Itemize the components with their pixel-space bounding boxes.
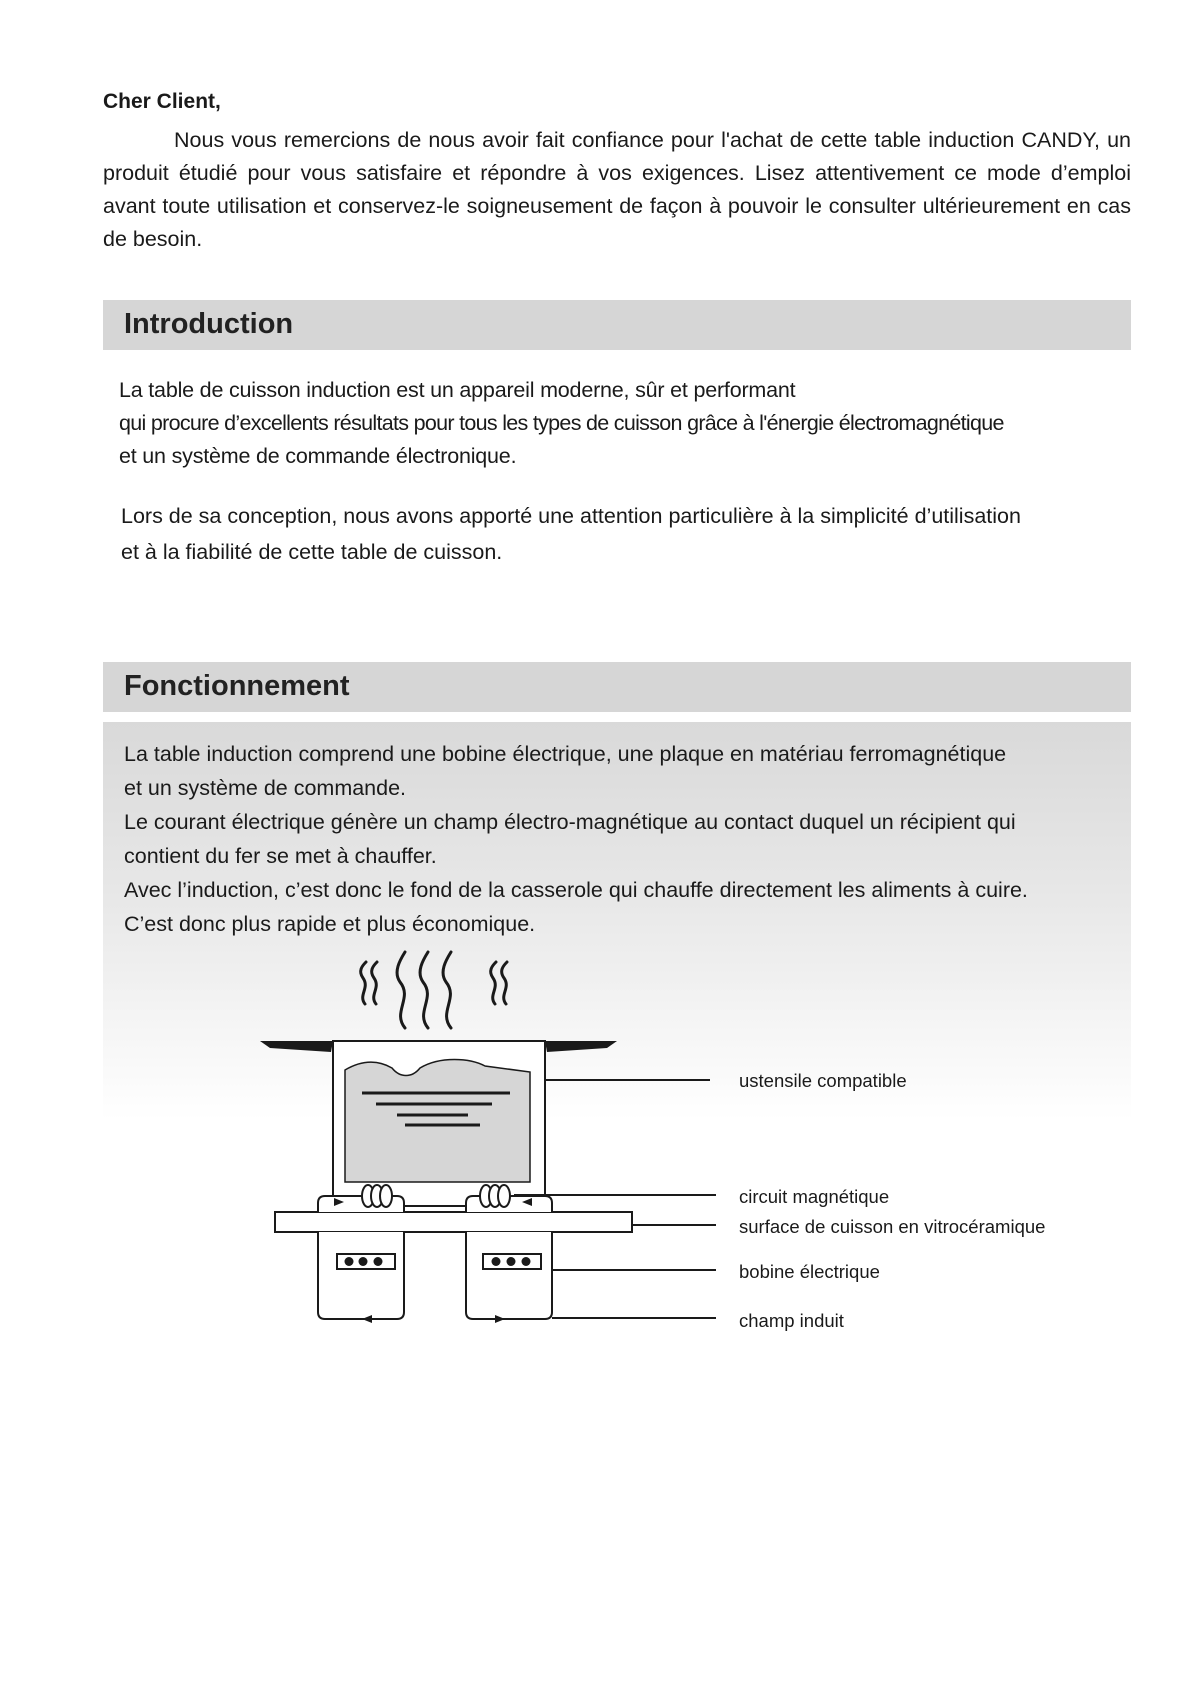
text-line: La table de cuisson induction est un appareil moderne, sûr et performant bbox=[119, 378, 796, 402]
label-circuit-magnetique: circuit magnétique bbox=[739, 1186, 890, 1207]
section-title: Introduction bbox=[124, 308, 294, 340]
intro-paragraph: Nous vous remercions de nous avoir fait confiance pour l'achat de cette table induction CANDY, un produit étudié pour vous satisfaire et répondre à vos exigences. Lisez attentivement ce mode d’emploi avant toute utilisation et conservez-le soigneusement de façon à pouvoir le consulter ultérieurement en cas de besoin. bbox=[103, 128, 1131, 251]
label-bobine-electrique: bobine électrique bbox=[739, 1261, 880, 1282]
glass-cooktop-icon bbox=[275, 1212, 632, 1232]
text-line: Avec l’induction, c’est donc le fond de la casserole qui chauffe directement les aliments à cuire. bbox=[124, 878, 1028, 902]
pan-icon bbox=[260, 1041, 617, 1206]
label-surface-cuisson: surface de cuisson en vitrocéramique bbox=[739, 1216, 1046, 1237]
text-line: qui procure d’excellents résultats pour tous les types de cuisson grâce à l'énergie électromagnétique bbox=[119, 411, 1004, 435]
coil-unit-left-icon bbox=[318, 1185, 404, 1323]
steam-icon bbox=[361, 952, 507, 1028]
label-ustensile-compatible: ustensile compatible bbox=[739, 1070, 907, 1091]
text-line: Le courant électrique génère un champ électro-magnétique au contact duquel un récipient qui bbox=[124, 810, 1016, 834]
introduction-paragraph-2 bbox=[121, 498, 1021, 570]
text-line: et un système de commande électronique. bbox=[119, 444, 517, 468]
label-champ-induit: champ induit bbox=[739, 1310, 844, 1331]
text-line: et un système de commande. bbox=[124, 776, 407, 800]
greeting: Cher Client, bbox=[103, 90, 221, 113]
induction-diagram bbox=[250, 950, 750, 1340]
text-line: La table induction comprend une bobine électrique, une plaque en matériau ferromagnétique bbox=[124, 742, 1007, 766]
section-header-fonctionnement bbox=[103, 662, 1131, 712]
text-line: contient du fer se met à chauffer. bbox=[124, 844, 437, 868]
text-line: et à la fiabilité de cette table de cuisson. bbox=[121, 540, 503, 564]
section-header-introduction bbox=[103, 300, 1131, 350]
coil-unit-right-icon bbox=[466, 1185, 552, 1323]
text-line: Lors de sa conception, nous avons apporté une attention particulière à la simplicité d’utilisation bbox=[121, 504, 1021, 528]
fonctionnement-paragraph bbox=[124, 737, 1028, 941]
text-line: C’est donc plus rapide et plus économique. bbox=[124, 912, 536, 936]
introduction-paragraph-1 bbox=[119, 374, 1004, 473]
section-title: Fonctionnement bbox=[124, 670, 350, 702]
